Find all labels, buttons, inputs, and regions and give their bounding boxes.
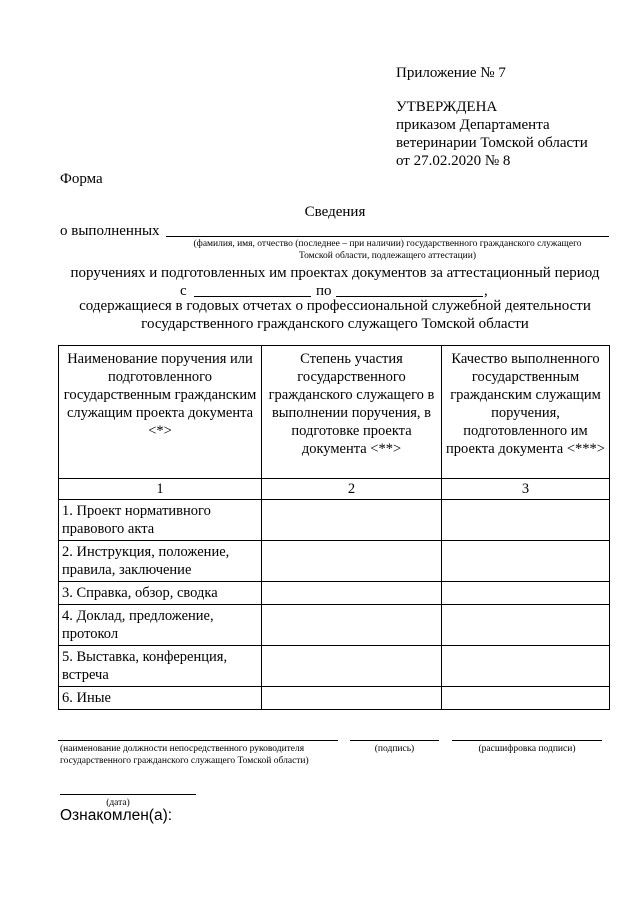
table-row bbox=[59, 582, 610, 605]
name-caption-2: Томской области, подлежащего аттестации) bbox=[298, 251, 477, 261]
position-caption-2: государственного гражданского служащего Томской области) bbox=[60, 756, 309, 766]
table-row bbox=[59, 500, 610, 541]
name-caption-1: (фамилия, имя, отчество (последнее – при наличии) государственного гражданского служащего bbox=[193, 239, 582, 249]
table-cell-degree[interactable] bbox=[262, 646, 442, 687]
signature-fill-line[interactable] bbox=[350, 740, 439, 741]
date-caption: (дата) bbox=[106, 798, 130, 808]
period-from-label: с bbox=[180, 283, 187, 299]
approval-stamp-word: УТВЕРЖДЕНА bbox=[396, 99, 498, 115]
date-fill-line[interactable] bbox=[60, 794, 196, 795]
table-header-row bbox=[59, 346, 610, 479]
table-row-label: 2. Инструкция, положение, правила, заключение bbox=[59, 541, 262, 582]
signature-decoding-caption: (расшифровка подписи) bbox=[478, 744, 576, 754]
table-number-cell-1: 1 bbox=[59, 479, 262, 500]
signature-decoding-fill-line[interactable] bbox=[452, 740, 602, 741]
table-row-label: 5. Выставка, конференция, встреча bbox=[59, 646, 262, 687]
table-cell-quality[interactable] bbox=[442, 541, 610, 582]
body-line-4: государственного гражданского служащего Томской области bbox=[141, 316, 529, 332]
name-fill-line[interactable] bbox=[166, 236, 609, 237]
table-cell-quality[interactable] bbox=[442, 687, 610, 710]
table-number-row bbox=[59, 479, 610, 500]
period-comma: , bbox=[484, 283, 488, 299]
table-row-label: 4. Доклад, предложение, протокол bbox=[59, 605, 262, 646]
table-cell-quality[interactable] bbox=[442, 646, 610, 687]
position-fill-line[interactable] bbox=[58, 740, 338, 741]
table-cell-degree[interactable] bbox=[262, 541, 442, 582]
table-row bbox=[59, 646, 610, 687]
table-row bbox=[59, 541, 610, 582]
table-header-cell-2: Степень участия государственного гражданского служащего в выполнении поручения, в подготовке проекта документа <**> bbox=[262, 346, 442, 479]
body-line-3: содержащиеся в годовых отчетах о профессиональной служебной деятельности bbox=[79, 298, 591, 314]
acknowledged-label: Ознакомлен(а): bbox=[60, 807, 173, 824]
table-cell-quality[interactable] bbox=[442, 582, 610, 605]
table-cell-degree[interactable] bbox=[262, 500, 442, 541]
table-cell-degree[interactable] bbox=[262, 687, 442, 710]
period-to-label: по bbox=[316, 283, 332, 299]
table-cell-degree[interactable] bbox=[262, 582, 442, 605]
table-row-label: 3. Справка, обзор, сводка bbox=[59, 582, 262, 605]
table-row-label: 6. Иные bbox=[59, 687, 262, 710]
table-row bbox=[59, 687, 610, 710]
table-row-label: 1. Проект нормативного правового акта bbox=[59, 500, 262, 541]
body-line-1: поручениях и подготовленных им проектах документов за аттестационный период bbox=[70, 265, 600, 281]
signature-caption: (подпись) bbox=[374, 744, 415, 754]
approval-line-3: от 27.02.2020 № 8 bbox=[396, 153, 511, 169]
about-lead: о выполненных bbox=[60, 223, 160, 239]
table-header-cell-3: Качество выполненного государственным гражданским служащим поручения, подготовленного им проекта документа <***> bbox=[442, 346, 610, 479]
table-cell-quality[interactable] bbox=[442, 605, 610, 646]
table-header-cell-1: Наименование поручения или подготовленного государственным гражданским служащим проекта документа <*> bbox=[59, 346, 262, 479]
form-label: Форма bbox=[60, 171, 103, 187]
approval-line-2: ветеринарии Томской области bbox=[396, 135, 588, 151]
document-title: Сведения bbox=[304, 204, 366, 220]
table-number-cell-3: 3 bbox=[442, 479, 610, 500]
assignments-table bbox=[58, 345, 610, 710]
table-cell-quality[interactable] bbox=[442, 500, 610, 541]
position-caption-1: (наименование должности непосредственного руководителя bbox=[60, 744, 305, 754]
table-cell-degree[interactable] bbox=[262, 605, 442, 646]
approval-line-1: приказом Департамента bbox=[396, 117, 550, 133]
table-row bbox=[59, 605, 610, 646]
appendix-number: Приложение № 7 bbox=[396, 65, 506, 81]
table-number-cell-2: 2 bbox=[262, 479, 442, 500]
